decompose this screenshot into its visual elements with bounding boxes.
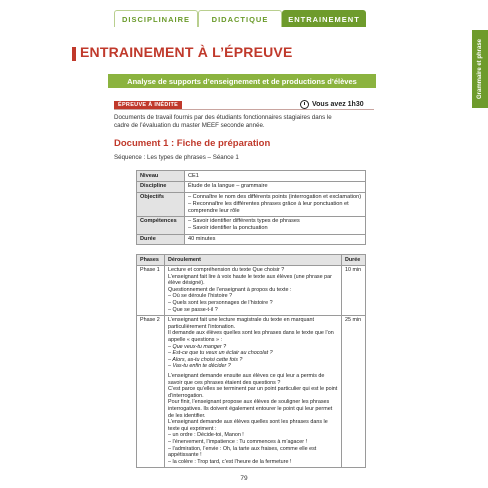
table-row <box>137 192 366 216</box>
table-row <box>137 265 366 315</box>
clock-icon <box>300 100 309 109</box>
phase-duration: 10 min <box>342 265 366 315</box>
phase-line: – Est-ce que tu veux un éclair au chocolat ? <box>168 350 273 357</box>
tab-disciplinaire[interactable]: DISCIPLINAIRE <box>114 10 198 27</box>
intro-text: Documents de travail fournis par des étudiants fonctionnaires stagiaires dans le cadre de l’évaluation du master MEEF seconde année. <box>114 114 332 129</box>
info-value: CE1 <box>185 171 366 182</box>
timer-label: Vous avez 1h30 <box>312 101 364 108</box>
phase-line: Lecture et compréhension du texte Que choisir ? <box>168 267 285 274</box>
info-key: Objectifs <box>137 192 185 216</box>
page-number: 79 <box>240 475 248 482</box>
info-line: – Connaître le nom des différents points (interrogation et exclamation) <box>188 194 362 201</box>
table-row <box>137 315 366 467</box>
phase-line: L’enseignant fait une lecture magistrale du texte en marquant particulièrement l’intonation. <box>168 317 314 330</box>
phase-name: Phase 1 <box>137 265 165 315</box>
top-tabs <box>114 10 366 27</box>
table-row <box>137 234 366 245</box>
info-key: Niveau <box>137 171 185 182</box>
status-badge: ÉPREUVE À INÉDITE <box>114 101 182 109</box>
document-title: Document 1 : Fiche de préparation <box>114 138 271 149</box>
column-header: Phases <box>137 255 165 266</box>
info-value: 40 minutes <box>185 234 366 245</box>
info-line: – Savoir identifier différents types de phrases <box>188 218 300 225</box>
phase-line: – l’admiration, l’envie : Oh, la tarte aux fraises, comme elle est appétissante ! <box>168 445 317 459</box>
section-banner: Analyse de supports d’enseignement et de productions d’élèves <box>108 74 376 88</box>
info-value <box>185 216 366 234</box>
tab-entrainement[interactable]: ENTRAINEMENT <box>282 10 366 27</box>
phase-line: – un ordre : Décide-toi, Manon ! <box>168 432 244 439</box>
column-header: Durée <box>342 255 366 266</box>
info-value <box>185 192 366 216</box>
divider <box>114 109 374 110</box>
tab-didactique[interactable]: DIDACTIQUE <box>198 10 282 27</box>
info-key: Durée <box>137 234 185 245</box>
table-header-row <box>137 255 366 266</box>
side-tab-label: Grammaire et phrase <box>477 38 483 100</box>
phase-line: – Que veux-tu manger ? <box>168 343 227 350</box>
table-row <box>137 171 366 182</box>
phase-name: Phase 2 <box>137 315 165 467</box>
phase-line: – Vas-tu enfin te décider ? <box>168 363 231 370</box>
phase-line: C’est parce qu’elles se terminent par un point particulier qui est le point d’interrogation. <box>168 386 338 399</box>
timer <box>300 100 364 109</box>
sequence-label: Séquence : Les types de phrases – Séance 1 <box>114 154 239 161</box>
phase-content <box>165 265 342 315</box>
phase-duration: 25 min <box>342 315 366 467</box>
side-tab <box>472 30 488 108</box>
phase-line: L’enseignant demande ensuite aux élèves ce qui leur a permis de savoir que ces phrases étaient des questions ? <box>168 373 325 386</box>
phase-content <box>165 315 342 467</box>
phase-line: L’enseignant demande aux élèves quelles sont les phrases dans le texte qui expriment : <box>168 419 328 432</box>
table-row <box>137 181 366 192</box>
phase-line: Pour finir, l’enseignant propose aux élèves de souligner les phrases interrogatives. Ils doivent également entourer le point qui leur permet de les identifier. <box>168 399 333 419</box>
phase-line: – Que se passe-t-il ? <box>168 306 218 313</box>
phase-line: – la colère : Trop tard, c’est l’heure de la fermeture ! <box>168 458 292 465</box>
phase-line: – Alors, as-tu choisi cette fois ? <box>168 356 243 363</box>
phase-line: L’enseignant fait lire à voix haute le texte aux élèves (une phrase par élève désigné). <box>168 273 332 287</box>
title-accent <box>72 47 76 61</box>
phase-line: – Où se déroule l’histoire ? <box>168 293 233 300</box>
phase-line: Questionnement de l’enseignant à propos du texte : <box>168 286 292 293</box>
column-header: Déroulement <box>165 255 342 266</box>
info-table <box>136 170 366 245</box>
info-line: – Reconnaître les différentes phrases grâce à leur ponctuation et comprendre leur rôle <box>188 200 349 214</box>
table-row <box>137 216 366 234</box>
info-line: – Savoir identifier la ponctuation <box>188 225 268 232</box>
phase-line: Il demande aux élèves quelles sont les phrases dans le texte que l’on appelle « questions » : <box>168 330 334 344</box>
info-key: Compétences <box>137 216 185 234</box>
phase-line: – Quels sont les personnages de l’histoire ? <box>168 300 273 307</box>
info-key: Discipline <box>137 181 185 192</box>
page-title: ENTRAINEMENT À L’ÉPREUVE <box>80 44 293 60</box>
info-value: Étude de la langue – grammaire <box>185 181 366 192</box>
phase-line: – l’énervement, l’impatience : Tu commences à m’agacer ! <box>168 438 308 445</box>
phases-table <box>136 254 366 468</box>
